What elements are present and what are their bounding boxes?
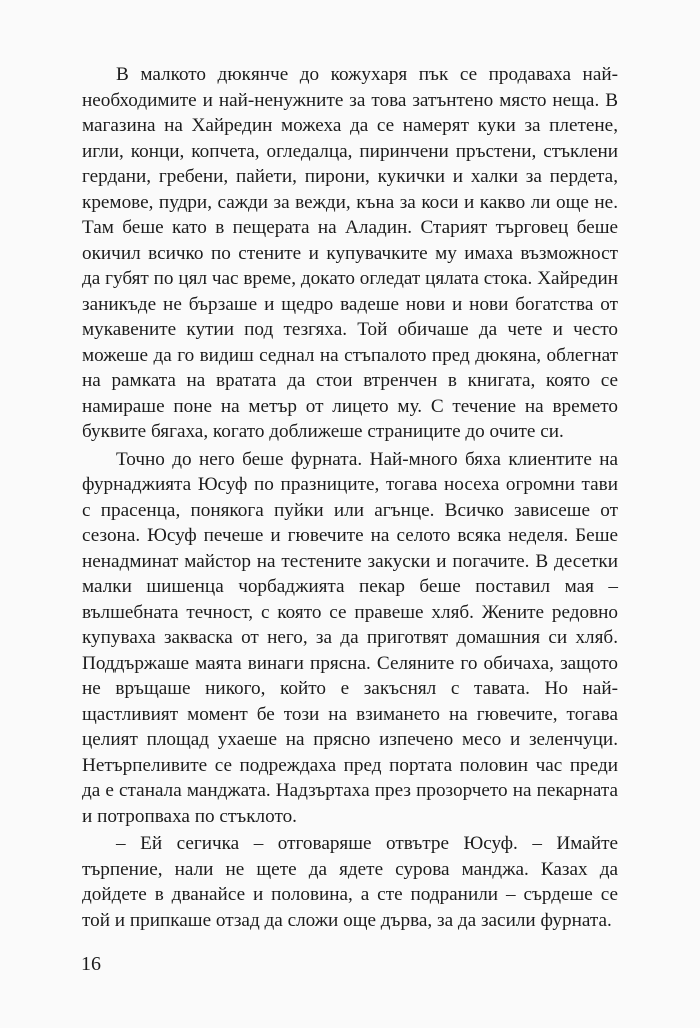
page-number: 16: [81, 953, 101, 975]
body-text: [82, 62, 618, 935]
paragraph-shop: В малкото дюкянче до кожухаря пък се продаваха най-необходимите и най-ненужните за това затънтено място неща. В магазина на Хайредин можеха да се намерят куки за плетене, игли, конци, копчета, огледалца, пиринчени пръстени, стъклени гердани, гребени, пайети, пирони, кукички и халки за пердета, кремове, пудри, сажди за вежди, къна за коси и какво ли още не. Там беше като в пещерата на Аладин. Старият търговец беше окичил всичко по стените и купувачките му имаха възможност да губят по цял час време, докато огледат цялата стока. Хайредин заникъде не бързаше и щедро вадеше нови и нови богатства от мукавените кутии под тезгяха. Той обичаше да чете и често можеше да го видиш седнал на стъпалото пред дюкяна, облегнат на рамката на вратата да стои втренчен в книгата, която се намираше поне на метър от лицето му. С течение на времето буквите бягаха, когато доближеше страниците до очите си.: [82, 64, 618, 442]
paragraph-dialogue: – Ей сегичка – отговаряше отвътре Юсуф. – Имайте търпение, нали не щете да ядете сурова манджа. Казах да дойдете в дванайсе и половина, а сте подранили – сърдеше се той и припкаше отзад да сложи още дърва, за да засили фурната.: [82, 833, 618, 931]
paragraph-bakery: Точно до него беше фурната. Най-много бяха клиентите на фурнаджията Юсуф по празниците, тогава носеха огромни тави с прасенца, понякога пуйки или агънце. Всичко зависеше от сезона. Юсуф печеше и гювечите на селото всяка неделя. Беше ненадминат майстор на тестените закуски и погачите. В десетки малки шишенца чорбаджията пекар беше поставил мая – вълшебната течност, с която се правеше хляб. Жените редовно купуваха закваска от него, за да приготвят домашния си хляб. Поддържаше маята винаги прясна. Селяните го обичаха, защото не връщаше никого, който е закъснял с тавата. Но най-щастливият момент бе този на взимането на гювечите, тогава целият площад ухаеше на прясно изпечено месо и зеленчуци. Нетърпеливите се подреждаха пред портата половин час преди да е станала манджата. Надзъртаха през прозорчето на пекарната и потропваха по стъклото.: [82, 448, 618, 827]
